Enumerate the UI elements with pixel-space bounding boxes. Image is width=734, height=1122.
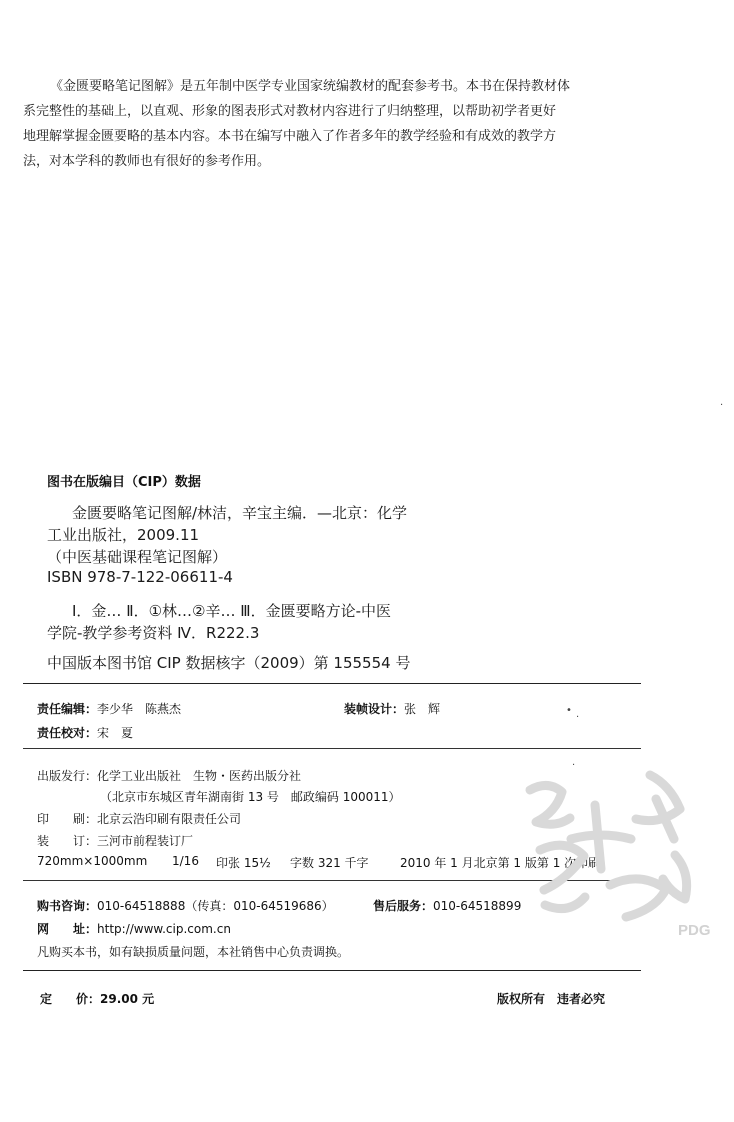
intro-line: 《金匮要略笔记图解》是五年制中医学专业国家统编教材的配套参考书。本书在保持教材体 xyxy=(50,79,571,94)
website-value: http://www.cip.com.cn xyxy=(97,922,231,936)
proof-label: 责任校对： xyxy=(37,726,98,740)
book-format: 720mm×1000mm xyxy=(37,854,148,868)
book-sheets: 印张 15½ xyxy=(216,856,271,870)
scan-speck: · xyxy=(720,400,724,411)
book-edition: 2010 年 1 月北京第 1 版第 1 次印刷 xyxy=(400,856,601,870)
cip-subject-line: 学院-教学参考资料 Ⅳ．R222.3 xyxy=(47,624,260,642)
printer-label: 印 刷： xyxy=(37,812,98,826)
publisher-line xyxy=(37,767,301,784)
design-label: 装帧设计： xyxy=(344,702,405,716)
editor-label: 责任编辑： xyxy=(37,702,98,716)
cip-number: 中国版本图书馆 CIP 数据核字（2009）第 155554 号 xyxy=(47,654,411,672)
proof-credit xyxy=(37,724,133,741)
printer-value: 北京云浩印刷有限责任公司 xyxy=(97,812,242,826)
intro-line: 系完整性的基础上，以直观、形象的图表形式对教材内容进行了归纳整理，以帮助初学者更好 xyxy=(23,104,557,119)
cip-title-line: 工业出版社，2009.11 xyxy=(47,526,200,544)
intro-line: 法，对本学科的教师也有很好的参考作用。 xyxy=(23,154,271,169)
price-line xyxy=(40,990,154,1007)
intro-line: 地理解掌握金匮要略的基本内容。本书在编写中融入了作者多年的教学经验和有成效的教学方 xyxy=(23,129,557,144)
phone-value: 010-64518888（传真：010-64519686） xyxy=(97,899,334,913)
editor-credit xyxy=(37,700,181,717)
publisher-value: 化学工业出版社 生物・医药出版分社 xyxy=(97,769,302,783)
cip-title-line: 金匮要略笔记图解/林洁，辛宝主编．—北京：化学 xyxy=(72,504,408,522)
book-word-count: 字数 321 千字 xyxy=(290,856,369,870)
binder-line xyxy=(37,832,193,849)
design-value: 张 辉 xyxy=(404,702,441,716)
publisher-address: （北京市东城区青年湖南街 13 号 邮政编码 100011） xyxy=(100,790,401,804)
phone-line xyxy=(37,897,334,914)
watermark-text: PDG xyxy=(678,922,711,939)
phone-label: 购书咨询： xyxy=(37,899,98,913)
book-kai: 1/16 xyxy=(172,854,199,868)
copyright-notice: 版权所有 违者必究 xyxy=(497,992,606,1006)
divider xyxy=(23,970,641,971)
website-line xyxy=(37,920,231,937)
scan-speck: • xyxy=(566,705,572,716)
scan-speck: · xyxy=(572,760,576,771)
publisher-label: 出版发行： xyxy=(37,769,98,783)
service-value: 010-64518899 xyxy=(433,899,522,913)
proof-value: 宋 夏 xyxy=(97,726,134,740)
exchange-notice: 凡购买本书，如有缺损质量问题，本社销售中心负责调换。 xyxy=(37,945,350,959)
cip-isbn: ISBN 978-7-122-06611-4 xyxy=(47,568,233,586)
design-credit xyxy=(344,700,440,717)
editor-value: 李少华 陈燕杰 xyxy=(97,702,182,716)
cip-subject-line: Ⅰ．金… Ⅱ．①林…②辛… Ⅲ．金匮要略方论-中医 xyxy=(72,602,391,620)
website-label: 网 址： xyxy=(37,922,98,936)
intro-paragraph xyxy=(23,74,635,174)
cip-heading: 图书在版编目（CIP）数据 xyxy=(47,475,201,490)
cip-series: （中医基础课程笔记图解） xyxy=(47,548,228,566)
binder-value: 三河市前程装订厂 xyxy=(97,834,194,848)
service-label: 售后服务： xyxy=(373,899,434,913)
price-value: 29.00 元 xyxy=(100,992,155,1006)
binder-label: 装 订： xyxy=(37,834,98,848)
watermark-seal xyxy=(500,735,730,955)
printer-line xyxy=(37,810,241,827)
scan-speck: · xyxy=(576,712,580,723)
watermark-glyphs xyxy=(530,775,687,917)
divider xyxy=(23,683,641,684)
price-label: 定 价： xyxy=(40,992,101,1006)
